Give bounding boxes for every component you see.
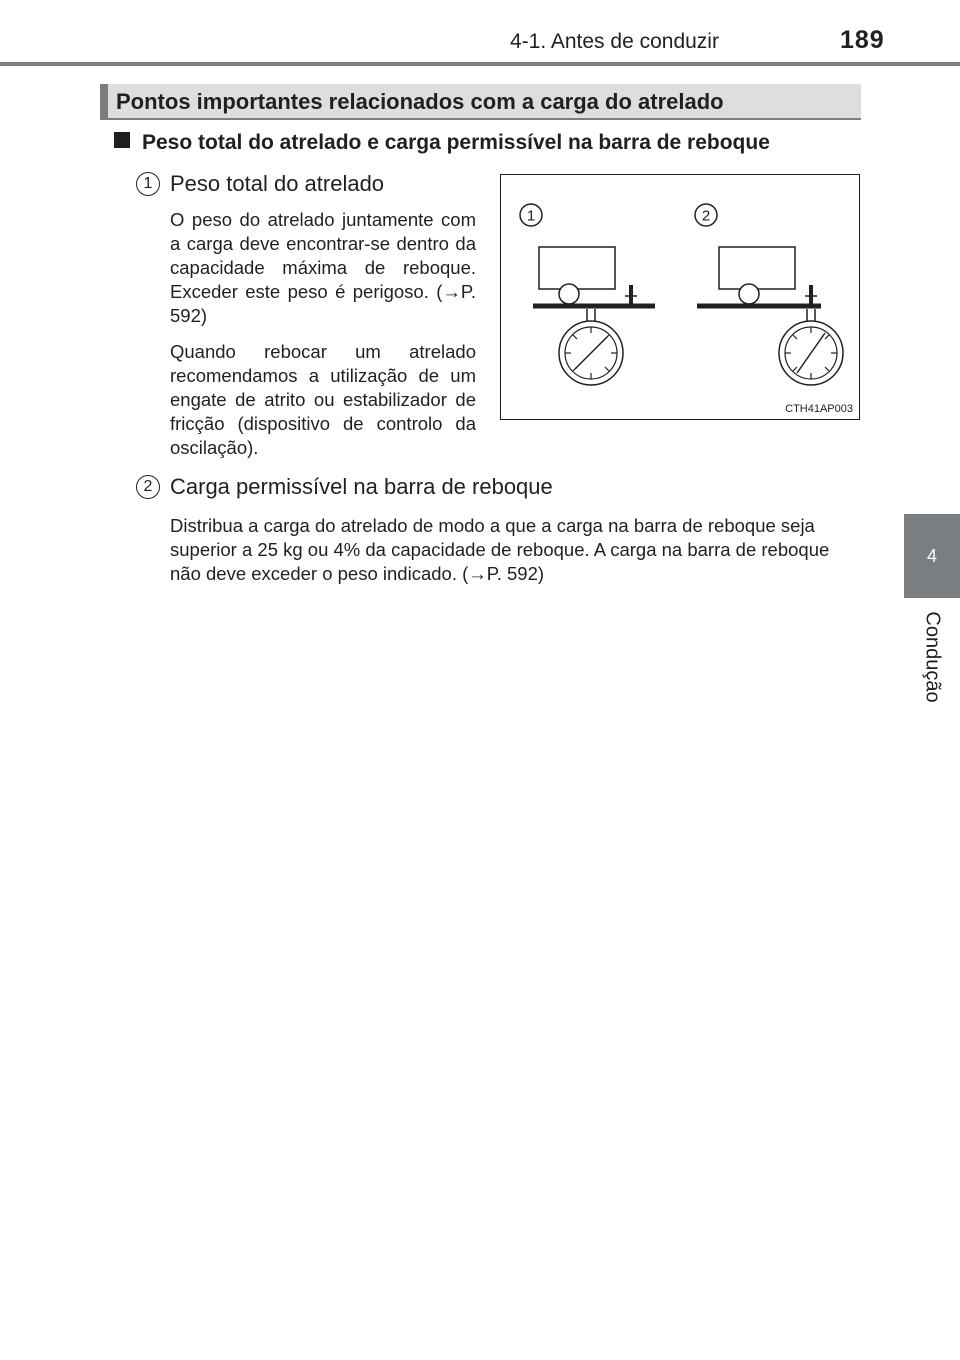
chapter-tab-number: 4: [904, 514, 960, 598]
subheading-text: Peso total do atrelado e carga permissível na barra de reboque: [142, 131, 770, 154]
section-title-bar: [100, 84, 861, 118]
figure-label-2: 2: [701, 207, 711, 225]
page-number: 189: [840, 26, 885, 54]
subheading: [114, 131, 770, 155]
chapter-tab-label: [904, 602, 960, 712]
tongue-weight-illustration: [500, 174, 860, 420]
square-bullet-icon: [114, 132, 130, 148]
figure-label-1: 1: [526, 207, 536, 225]
item-paragraph: O peso do atrelado juntamente com a carga deve encontrar-se dentro da capacidade máxima de reboque. Exceder este peso é perigoso. (→P. 592): [170, 209, 476, 326]
section-title: Pontos importantes relacionados com a carga do atrelado: [116, 89, 724, 114]
running-header-section: 4-1. Antes de conduzir: [510, 30, 719, 53]
item-paragraph: Distribua a carga do atrelado de modo a que a carga na barra de reboque seja superior a 25 kg ou 4% da capacidade de reboque. A carga na barra de reboque não deve exceder o peso indicado. (→P. 592): [170, 515, 830, 584]
chapter-tab-label-text: Condução: [921, 611, 944, 703]
item-title: Carga permissível na barra de reboque: [170, 474, 553, 499]
trailer-1: [533, 247, 655, 385]
trailer-scale-diagram: [501, 175, 861, 421]
item-number-badge: 1: [136, 172, 160, 196]
item-number-badge: 2: [136, 475, 160, 499]
figure-code: CTH41AP003: [785, 403, 853, 415]
trailer-2: [697, 247, 843, 385]
item-paragraph: Quando rebocar um atrelado recomendamos a utilização de um engate de atrito ou estabilizador de fricção (dispositivo de controlo da oscilação).: [170, 341, 476, 458]
section-title-underline: [100, 118, 861, 120]
item-title: Peso total do atrelado: [170, 171, 385, 196]
section-title-accent: [100, 84, 108, 118]
header-divider: [0, 62, 960, 66]
